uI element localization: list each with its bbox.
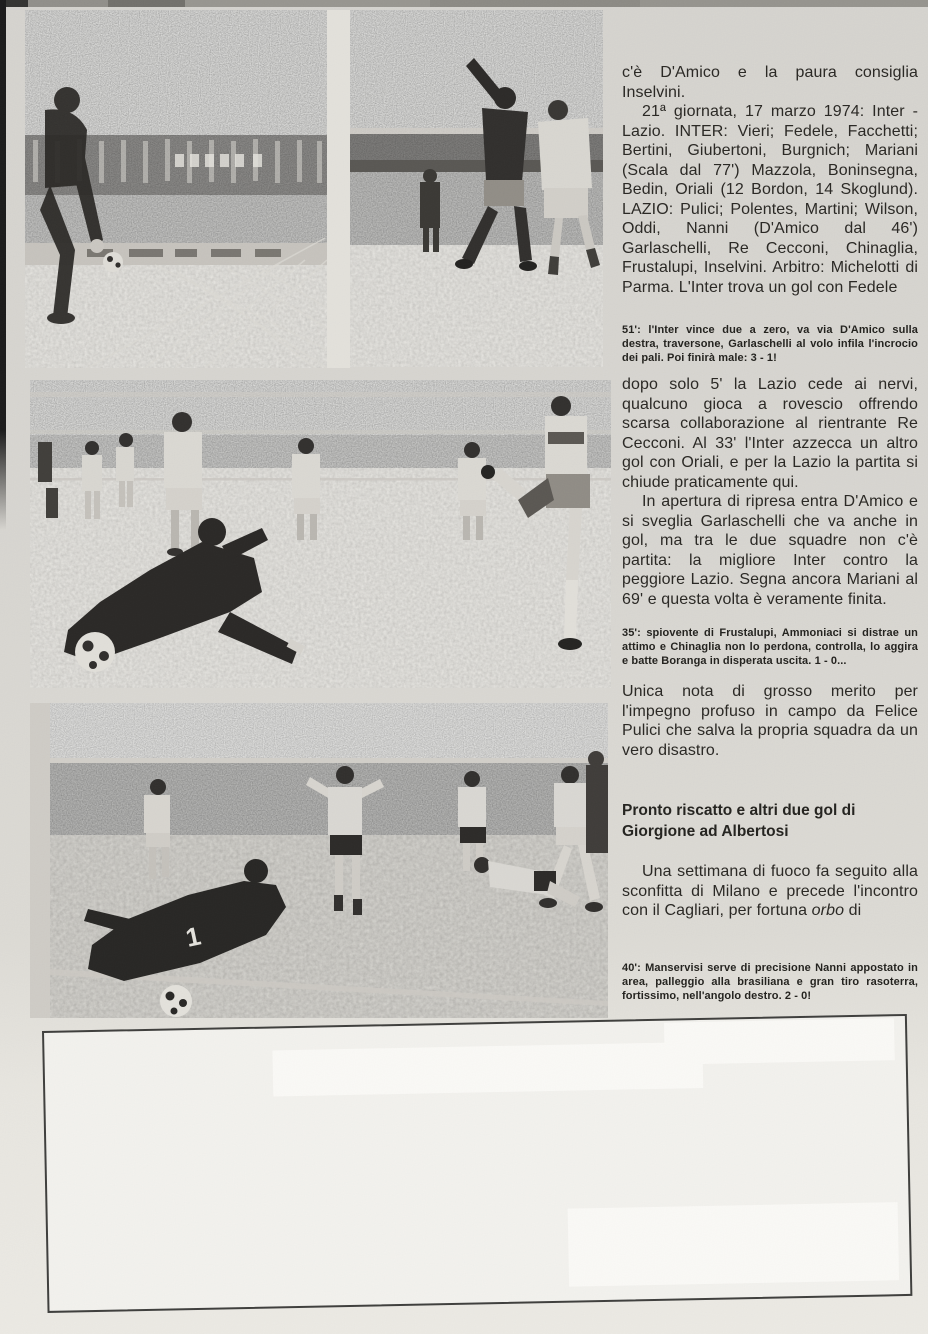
article-pulici-block [622, 682, 918, 760]
paragraph-match-report: 21ª giornata, 17 marzo 1974: Inter - Lazio. INTER: Vieri; Fedele, Facchetti; Bertini, Giubertoni, Burgnich; Mariani (Scala dal 77') Mazzola, Boninsegna, Bedin, Oriali (12 Bordon, 14 Skoglund). LAZIO: Pulici; Polentes, Martini; Wilson, Oddi, Nanni (D'Amico dal 46') Garlaschelli, Re Cecconi, Chinaglia, Frustalupi, Inselvini. Arbitro: Michelotti di Parma. L'Inter trova un gol con Fedele [622, 103, 918, 296]
soccer-ball [160, 985, 192, 1017]
scan-edge-left [0, 0, 6, 540]
scan-light-patch [664, 1018, 895, 1065]
paragraph-cagliari-italic-word: orbo [811, 902, 845, 919]
goalkeeper-number: 1 [183, 920, 204, 953]
paragraph-ripresa: In apertura di ripresa entra D'Amico e si sveglia Garlaschelli che va anche in gol, ma tra le due squadre non c'è partita: la migliore Inter contro la peggiore Lazio. Segna ancora Mariani al 69' e questa volta è veramente finita. [622, 493, 918, 608]
paragraph-cagliari-pre: Una settimana di fuoco fa seguito alla sconfitta di Milano e precede l'incontro con il Cagliari, per fortuna [622, 863, 918, 919]
goalkeeper-glove [90, 239, 104, 253]
pitch-texture [350, 245, 603, 367]
photo-bottom-keeper-save [30, 703, 608, 1018]
stand-rail [30, 758, 608, 763]
article-intro-block [622, 63, 918, 297]
article-middle-block [622, 375, 918, 609]
article-cagliari-block [622, 862, 918, 921]
empty-bordered-box [42, 1014, 912, 1313]
caption-35-block [622, 627, 918, 668]
section-heading-block [622, 800, 918, 842]
photo-top-right-celebration [350, 10, 603, 367]
caption-40-block [622, 962, 918, 1003]
referee-silhouette [586, 751, 608, 853]
photo-top-left-goalmouth [25, 10, 327, 368]
photo-middle-diving-keeper [30, 380, 611, 688]
photo-gutter [327, 10, 350, 368]
paragraph-cagliari [622, 862, 918, 921]
paragraph-pulici: Unica nota di grosso merito per l'impegno profuso in campo da Felice Pulici che salva la propria squadra da un vero disastro. [622, 683, 918, 759]
photo-caption-40: 40': Manservisi serve di precisione Nanni appostato in area, palleggio alla brasiliana e gran tiro rasoterra, fortissimo, nell'angolo destro. 2 - 0! [622, 962, 918, 1002]
photo-caption-35: 35': spiovente di Frustalupi, Ammoniaci si distrae un attimo e Chinaglia non lo perdona, controlla, lo aggira e batte Boranga in disperata uscita. 1 - 0... [622, 627, 918, 667]
paragraph-cagliari-post: di [844, 902, 862, 919]
stand-rail [30, 392, 611, 397]
soccer-ball [103, 252, 123, 272]
section-heading: Pronto riscatto e altri due gol di Giorgione ad Albertosi [622, 802, 856, 840]
soccer-ball [75, 632, 115, 672]
scan-light-patch [568, 1202, 899, 1286]
scan-edge-top [0, 0, 928, 7]
goal-post [30, 703, 50, 1018]
paragraph-intro: c'è D'Amico e la paura consiglia Inselvini. [622, 64, 918, 101]
paragraph-after-goal: dopo solo 5' la Lazio cede ai nervi, qualcuno gioca a rovescio offrendo scarsa collaborazione al rientrante Re Cecconi. Al 33' l'Inter azzecca un altro gol con Oriali, e per la Lazio la partita si chiude praticamente qui. [622, 376, 918, 491]
caption-51-block [622, 324, 918, 365]
scan-light-patch [272, 1042, 703, 1096]
photo-caption-51: 51': l'Inter vince due a zero, va via D'Amico sulla destra, traversone, Garlaschelli al volo infila l'incrocio dei pali. Poi finirà male: 3 - 1! [622, 324, 918, 364]
